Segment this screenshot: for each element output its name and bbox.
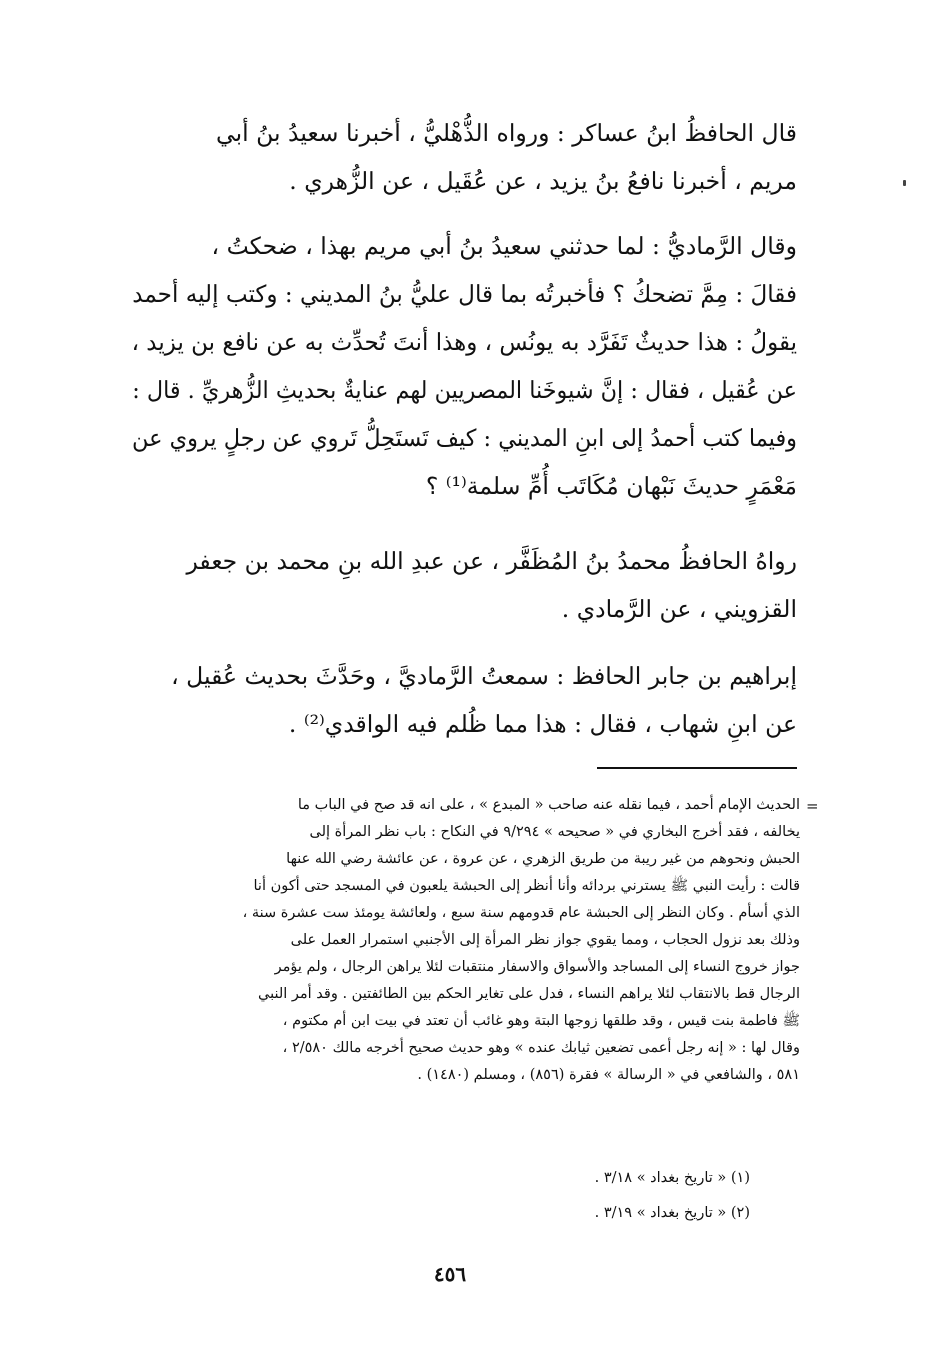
note-line: ٥٨١ ، والشافعي في « الرسالة » فقرة (٨٥٦) ، ومسلم (١٤٨٠) . (417, 1067, 800, 1083)
text-line: مَعْمَرٍ حديثَ نَبْهان مُكَاتَب أُمِّ سلمة⁽¹⁾ ؟ (425, 472, 797, 500)
text-line: وفيما كتب أحمدُ إلى ابنِ المديني : كيف تَستَحِلُّ تَروي عن رجلٍ يروي عن (132, 424, 797, 452)
note-line: جواز خروج النساء إلى المساجد والأسواق والاسفار منتقبات لئلا يراهن الرجال ، ولم يؤمر (274, 959, 800, 975)
text-line: إبراهيم بن جابر الحافظ : سمعتُ الرَّماديَّ ، وحَدَّثَ بحديث عُقيل ، (171, 662, 797, 690)
note-line: وذلك بعد نزول الحجاب ، ومما يقوي جواز نظر المرأة إلى الأجنبي استمرار العمل على (290, 932, 800, 948)
footnote-1: (١) « تاريخ بغداد » ٣/١٨ . (594, 1170, 750, 1186)
text-line: فقالَ : مِمَّ تضحكُ ؟ فأخبرتُه بما قال عليُّ بنُ المديني : وكتب إليه أحمد (132, 280, 797, 308)
paragraph-2 (132, 233, 797, 521)
text-line: عن ابنِ شهاب ، فقال : هذا مما ظُلم فيه الواقدي⁽²⁾ . (288, 710, 797, 738)
note-line: يخالفه ، فقد أخرج البخاري في « صحيحه » ٩/٢٩٤ في النكاح : باب نظر المرأة إلى (309, 824, 800, 840)
paragraph-1 (132, 120, 797, 216)
text-line: رواهُ الحافظُ محمدُ بنُ المُظَفَّر ، عن عبدِ الله بنِ محمد بن جعفر (186, 547, 797, 575)
notes-block (130, 796, 800, 1093)
note-line: وقال لها : « إنه رجل أعمى تضعين ثيابك عنده » وهو حديث صحيح أخرجه مالك ٢/٥٨٠ ، (282, 1040, 800, 1056)
footnote-2: (٢) « تاريخ بغداد » ٣/١٩ . (594, 1205, 750, 1221)
page-number: ٤٥٦ (433, 1262, 467, 1286)
note-line: الذي أسأم . وكان النظر إلى الحبشة عام قدومهم سنة سبع ، ولعائشة يومئذ ست عشرة سنة ، (242, 905, 800, 921)
note-line: ﷺ فاطمة بنت قيس ، وقد طلقها زوجها البتة وهو غائب أن تعتد في بيت ابن أم مكتوم ، (282, 1013, 800, 1029)
scan-speck (903, 180, 906, 186)
text-line: يقولُ : هذا حديثٌ تَفَرَّد به يونُس ، وهذا أنتَ تُحدِّث به عن نافع بن يزيد ، (131, 328, 797, 356)
note-line: الحبش ونحوهم من غير ريبة من طريق الزهري ، عن عروة ، عن عائشة رضي الله عنها (286, 851, 800, 867)
text-line: القزويني ، عن الرَّمادي . (561, 595, 797, 623)
note-line: الحديث الإمام أحمد ، فيما نقله عنه صاحب « المبدع » ، على انه قد صح في الباب ما (297, 797, 800, 813)
paragraph-4 (132, 663, 797, 759)
text-line: وقال الرَّماديُّ : لما حدثني سعيدُ بنُ أبي مريم بهذا ، ضحكتُ ، (211, 232, 797, 260)
note-line: الرجال قط بالانتقاب لئلا يراهم النساء ، فدل على تغاير الحكم بين الطائفتين . وقد أمر النبي (258, 986, 800, 1002)
continuation-mark: = (806, 797, 819, 815)
text-line: مريم ، أخبرنا نافعُ بنُ يزيد ، عن عُقَيل ، عن الزُّهري . (289, 167, 797, 195)
paragraph-3 (132, 548, 797, 644)
note-line: قالت : رأيت النبي ﷺ يسترني بردائه وأنا أنظر إلى الحبشة يلعبون في المسجد حتى أكون أنا (253, 878, 800, 894)
text-line: قال الحافظُ ابنُ عساكر : ورواه الذُّهْليُّ ، أخبرنا سعيدُ بنُ أبي (216, 119, 797, 147)
text-line: عن عُقيل ، فقال : إنَّ شيوخَنا المصريين لهم عنايةٌ بحديثِ الزُّهريِّ . قال : (132, 376, 798, 404)
footnote-separator (597, 767, 797, 769)
